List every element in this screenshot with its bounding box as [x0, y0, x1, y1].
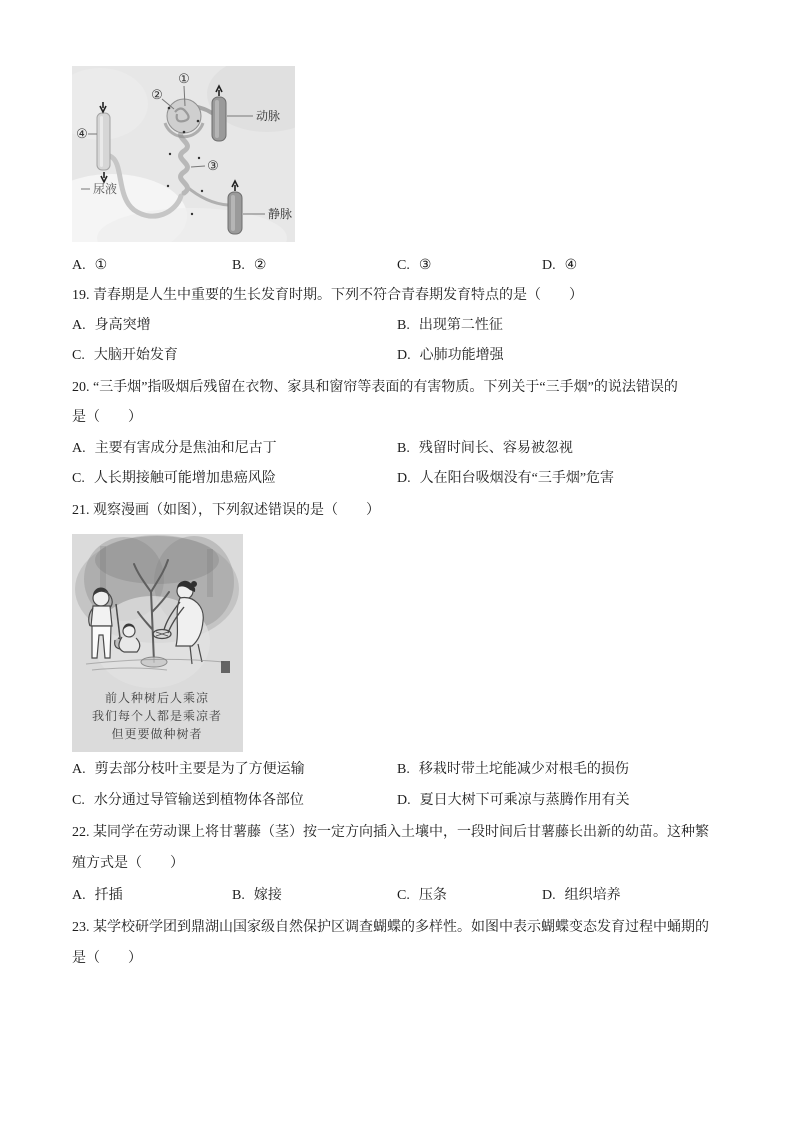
question-22-stem-line-1: 22. 某同学在劳动课上将甘薯藤（茎）按一定方向插入土壤中，一段时间后甘薯藤长出新的幼苗。这种繁 [72, 825, 709, 840]
soil-mound [141, 657, 167, 667]
q22-option-a: A. 扦插 [72, 888, 123, 903]
q22-option-b: B. 嫁接 [232, 888, 282, 903]
q22-option-c: C. 压条 [397, 888, 447, 903]
label-1: ① [178, 71, 190, 86]
artery-highlight [215, 100, 219, 138]
q20-option-c: C. 人长期接触可能增加患癌风险 [72, 471, 276, 486]
q19-option-b: B. 出现第二性征 [397, 318, 503, 333]
q20-option-b: B. 残留时间长、容易被忽视 [397, 441, 573, 456]
q19-option-c: C. 大脑开始发育 [72, 348, 178, 363]
q22-option-d: D. 组织培养 [542, 888, 621, 903]
seal-stamp [221, 661, 230, 673]
urine-tube-highlight [100, 116, 103, 167]
q18-option-b: B. ② [232, 258, 267, 273]
urine-tube-cylinder [97, 113, 110, 170]
question-23-stem-line-1: 23. 某学校研学团到鼎湖山国家级自然保护区调查蝴蝶的多样性。如图中表示蝴蝶变态发育过程中蛹期的 [72, 920, 709, 935]
vein-label: 静脉 [268, 207, 293, 221]
q18-option-a: A. ① [72, 258, 108, 273]
q18-option-c: C. ③ [397, 258, 432, 273]
q20-option-d: D. 人在阳台吸烟没有“三手烟”危害 [397, 471, 615, 486]
glomerulus [167, 99, 201, 133]
label-3: ③ [207, 158, 219, 173]
vein-highlight [231, 195, 235, 231]
q21-option-a: A. 剪去部分枝叶主要是为了方便运输 [72, 762, 305, 777]
q20-option-a: A. 主要有害成分是焦油和尼古丁 [72, 441, 277, 456]
question-21-stem: 21. 观察漫画（如图），下列叙述错误的是（ ） [72, 503, 380, 518]
caption-line-1: 前人种树后人乘凉 [104, 691, 210, 705]
q19-option-a: A. 身高突增 [72, 318, 151, 333]
question-20-stem-line-1: 20. “三手烟”指吸烟后残留在衣物、家具和窗帘等表面的有害物质。下列关于“三手烟”的说法错误的 [72, 380, 678, 395]
artery-label: 动脉 [256, 109, 281, 123]
q21-option-c: C. 水分通过导管输送到植物体各部位 [72, 793, 304, 808]
tree-planting-cartoon-image [72, 534, 243, 752]
cartoon-caption [92, 690, 222, 741]
nephron-diagram [72, 66, 295, 242]
q21-option-d: D. 夏日大树下可乘凉与蒸腾作用有关 [397, 793, 630, 808]
question-19-stem: 19. 青春期是人生中重要的生长发育时期。下列不符合青春期发育特点的是（ ） [72, 288, 583, 303]
label-2: ② [151, 87, 163, 102]
label-4: ④ [76, 126, 88, 141]
q18-option-d: D. ④ [542, 258, 578, 273]
urine-label: 尿液 [93, 182, 118, 196]
tree-planting-cartoon [72, 534, 243, 752]
q19-option-d: D. 心肺功能增强 [397, 348, 504, 363]
q21-option-b: B. 移栽时带土坨能减少对根毛的损伤 [397, 762, 629, 777]
nephron-diagram-image [72, 66, 295, 242]
caption-line-3: 但更要做种树者 [111, 727, 203, 741]
question-22-stem-line-2: 殖方式是（ ） [72, 856, 184, 871]
question-23-stem-line-2: 是（ ） [72, 951, 142, 966]
caption-line-2: 我们每个人都是乘凉者 [91, 709, 223, 723]
question-20-stem-line-2: 是（ ） [72, 410, 142, 425]
